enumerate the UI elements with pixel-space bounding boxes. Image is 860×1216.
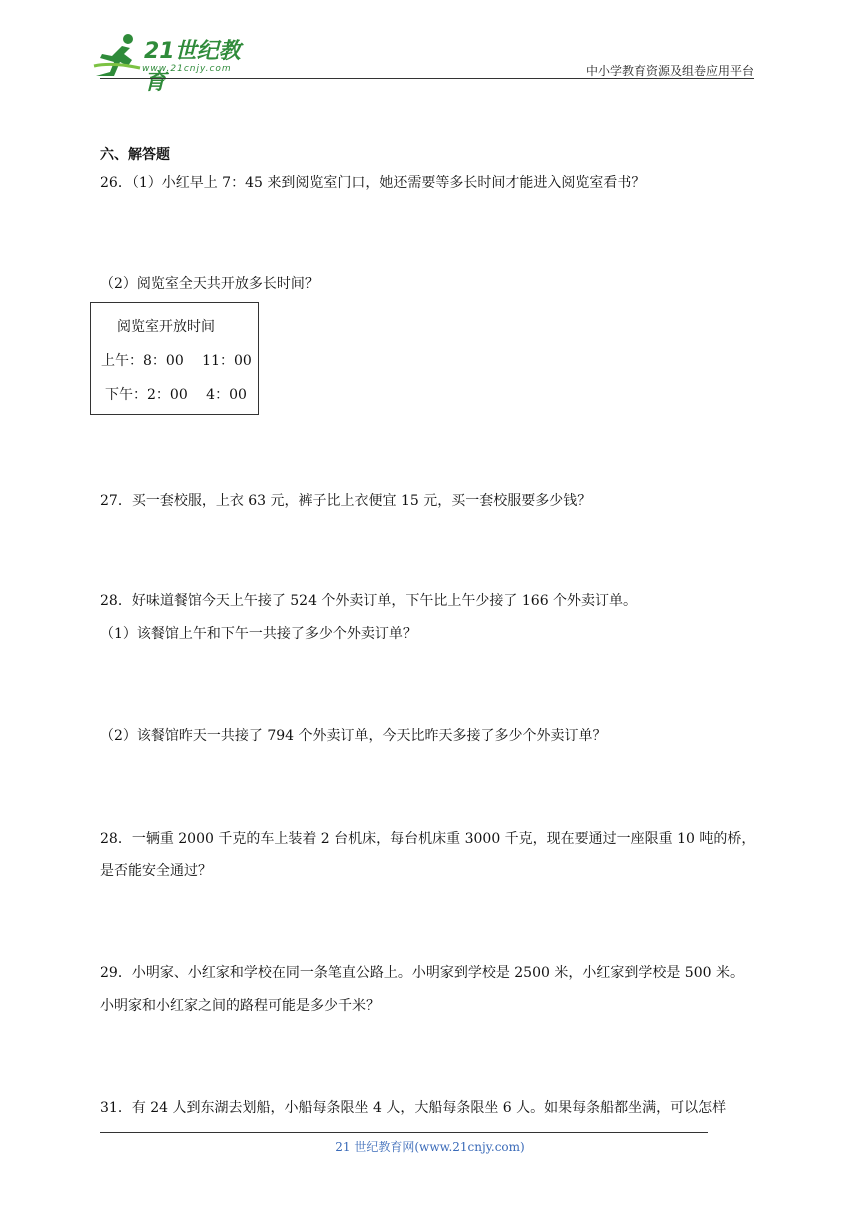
footer-link[interactable]: 21 世纪教育网(www.21cnjy.com) [335, 1140, 525, 1154]
logo-text: 21世纪教育 [144, 39, 241, 95]
runner-icon [92, 32, 142, 78]
q28a-part1: （1）该餐馆上午和下午一共接了多少个外卖订单？ [100, 626, 417, 642]
page-header [0, 0, 860, 95]
q28b-line2: 是否能安全通过？ [100, 863, 212, 879]
header-divider [100, 78, 754, 79]
logo-url: www.21cnjy.com [142, 64, 232, 74]
header-tagline: 中小学教育资源及组卷应用平台 [585, 64, 754, 78]
q28b-line1: 28．一辆重 2000 千克的车上装着 2 台机床，每台机床重 3000 千克，现在要通过一座限重 10 吨的桥， [100, 831, 756, 847]
table-row-afternoon: 下午：2：00 4：00 [105, 387, 247, 403]
q28a-stem: 28．好味道餐馆今天上午接了 524 个外卖订单，下午比上午少接了 166 个外卖订单。 [100, 593, 638, 609]
q27: 27．买一套校服，上衣 63 元，裤子比上衣便宜 15 元，买一套校服要多少钱？ [100, 493, 592, 509]
q29-line2: 小明家和小红家之间的路程可能是多少千米？ [100, 998, 380, 1014]
section-title: 六、解答题 [100, 147, 170, 163]
q29-line1: 29．小明家、小红家和学校在同一条笔直公路上。小明家到学校是 2500 米，小红家到学校是 500 米。 [100, 965, 744, 981]
footer-divider [100, 1132, 708, 1133]
q26-part2: （2）阅览室全天共开放多长时间？ [100, 276, 319, 292]
q28a-part2: （2）该餐馆昨天一共接了 794 个外卖订单，今天比昨天多接了多少个外卖订单？ [100, 728, 607, 744]
opening-hours-table [90, 302, 259, 415]
table-row-morning: 上午：8：00 11：00 [101, 353, 252, 369]
table-title: 阅览室开放时间 [117, 319, 215, 335]
q31-line1: 31．有 24 人到东湖去划船，小船每条限坐 4 人，大船每条限坐 6 人。如果每条船都坐满，可以怎样 [100, 1100, 727, 1116]
site-logo [92, 32, 262, 95]
q26-part1: 26．（1）小红早上 7：45 来到阅览室门口，她还需要等多长时间才能进入阅览室看书？ [100, 175, 646, 191]
